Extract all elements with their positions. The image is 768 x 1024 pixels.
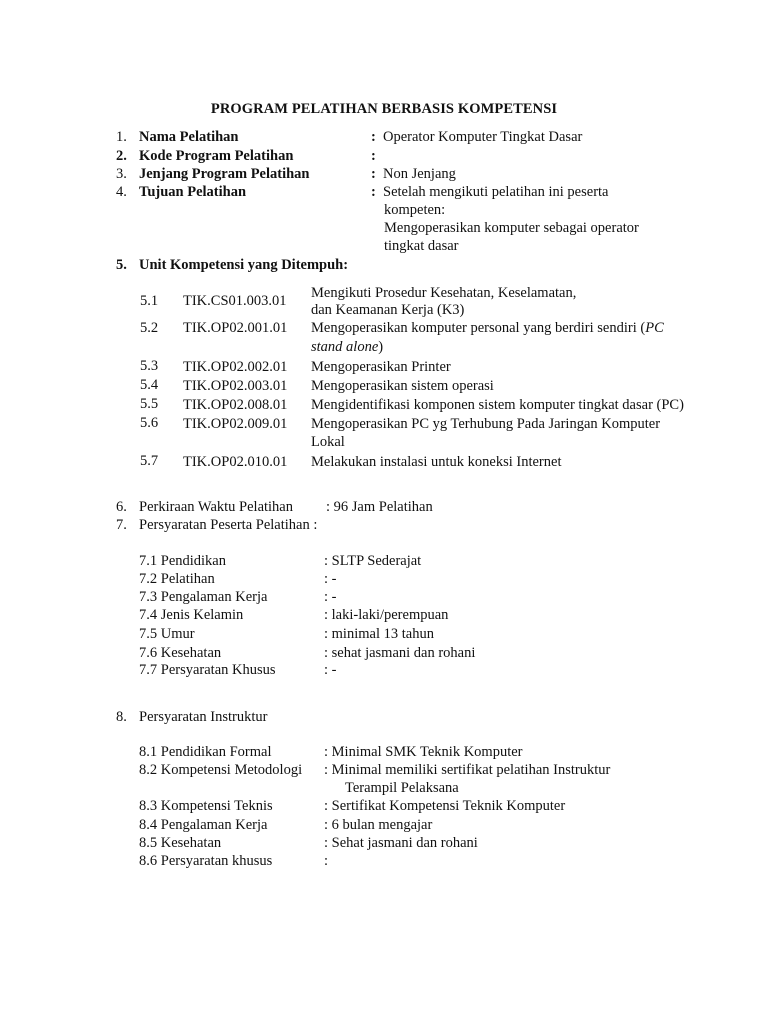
field-value: Non Jenjang: [383, 166, 456, 182]
unit-code: TIK.OP02.010.01: [183, 454, 288, 470]
page-title: PROGRAM PELATIHAN BERBASIS KOMPETENSI: [210, 101, 558, 117]
requirement-label: 7.5 Umur: [139, 626, 195, 642]
requirement-label: 8.5 Kesehatan: [139, 835, 222, 851]
item-number: 5.: [116, 257, 127, 273]
unit-description: Mengidentifikasi komponen sistem komputer tingkat dasar (PC): [311, 397, 684, 413]
item-number: 3.: [116, 166, 127, 182]
section-heading: Persyaratan Peserta Pelatihan :: [139, 517, 318, 533]
requirement-label: 7.4 Jenis Kelamin: [139, 607, 244, 623]
requirement-label: 8.4 Pengalaman Kerja: [139, 817, 268, 833]
unit-code: TIK.OP02.009.01: [183, 416, 288, 432]
requirement-label: 7.2 Pelatihan: [139, 571, 215, 587]
unit-code: TIK.OP02.008.01: [183, 397, 288, 413]
requirement-label: 8.3 Kompetensi Teknis: [139, 798, 273, 814]
unit-number: 5.5: [140, 396, 159, 412]
requirement-label: 8.1 Pendidikan Formal: [139, 744, 272, 760]
field-value-continuation: kompeten:: [384, 202, 446, 218]
requirement-value: : minimal 13 tahun: [324, 626, 434, 642]
unit-description-italic: PC: [645, 320, 664, 336]
requirement-value: : -: [324, 662, 337, 678]
requirement-label: 7.6 Kesehatan: [139, 645, 222, 661]
requirement-label: 8.6 Persyaratan khusus: [139, 853, 273, 869]
item-number: 2.: [116, 148, 127, 164]
field-label: Perkiraan Waktu Pelatihan: [139, 499, 293, 515]
requirement-value: : Sertifikat Kompetensi Teknik Komputer: [324, 798, 566, 814]
field-colon: :: [371, 129, 376, 145]
requirement-value: : laki-laki/perempuan: [324, 607, 449, 623]
unit-code: TIK.OP02.003.01: [183, 378, 288, 394]
item-number: 4.: [116, 184, 127, 200]
unit-description-text: Mengoperasikan komputer personal yang berdiri sendiri (: [311, 320, 646, 336]
item-number: 8.: [116, 709, 127, 725]
unit-number: 5.2: [140, 320, 159, 336]
section-heading: Unit Kompetensi yang Ditempuh:: [139, 257, 349, 273]
item-number: 6.: [116, 499, 127, 515]
requirement-value: : sehat jasmani dan rohani: [324, 645, 476, 661]
unit-number: 5.3: [140, 358, 159, 374]
unit-description: [311, 339, 383, 356]
unit-code: TIK.CS01.003.01: [183, 293, 287, 309]
requirement-value: :: [324, 853, 329, 869]
field-label: Kode Program Pelatihan: [139, 148, 294, 164]
requirement-label: 7.7 Persyaratan Khusus: [139, 662, 276, 678]
requirement-label: 7.3 Pengalaman Kerja: [139, 589, 268, 605]
field-label: Jenjang Program Pelatihan: [139, 166, 310, 182]
unit-description-text: ): [378, 339, 384, 355]
unit-number: 5.7: [140, 453, 159, 469]
field-value-continuation: tingkat dasar: [384, 238, 459, 254]
requirement-value: : -: [324, 589, 337, 605]
field-value: Setelah mengikuti pelatihan ini peserta: [383, 184, 609, 200]
requirement-value: : Sehat jasmani dan rohani: [324, 835, 478, 851]
field-colon: :: [371, 166, 376, 182]
requirement-value-continuation: Terampil Pelaksana: [345, 780, 459, 796]
field-value: Operator Komputer Tingkat Dasar: [383, 129, 583, 145]
requirement-value: : 6 bulan mengajar: [324, 817, 433, 833]
requirement-label: 7.1 Pendidikan: [139, 553, 226, 569]
requirement-value: : Minimal SMK Teknik Komputer: [324, 744, 523, 760]
field-colon: :: [371, 148, 376, 164]
unit-description: Lokal: [311, 434, 345, 450]
unit-description: Mengikuti Prosedur Kesehatan, Keselamatan,: [311, 285, 577, 301]
requirement-value: : Minimal memiliki sertifikat pelatihan Instruktur: [324, 762, 611, 778]
requirement-label: 8.2 Kompetensi Metodologi: [139, 762, 303, 778]
field-label: Tujuan Pelatihan: [139, 184, 247, 200]
item-number: 1.: [116, 129, 127, 145]
unit-description: [311, 320, 664, 337]
unit-description: Melakukan instalasi untuk koneksi Internet: [311, 454, 562, 470]
unit-number: 5.1: [140, 293, 159, 309]
field-value: : 96 Jam Pelatihan: [326, 499, 433, 515]
requirement-value: : -: [324, 571, 337, 587]
unit-description-italic: stand alone: [311, 339, 379, 355]
field-colon: :: [371, 184, 376, 200]
requirement-value: : SLTP Sederajat: [324, 553, 422, 569]
field-value-continuation: Mengoperasikan komputer sebagai operator: [384, 220, 639, 236]
item-number: 7.: [116, 517, 127, 533]
unit-description: Mengoperasikan Printer: [311, 359, 451, 375]
unit-description: Mengoperasikan sistem operasi: [311, 378, 494, 394]
unit-number: 5.4: [140, 377, 159, 393]
section-heading: Persyaratan Instruktur: [139, 709, 268, 725]
field-label: Nama Pelatihan: [139, 129, 239, 145]
unit-code: TIK.OP02.002.01: [183, 359, 288, 375]
unit-description: dan Keamanan Kerja (K3): [311, 302, 465, 318]
unit-description: Mengoperasikan PC yg Terhubung Pada Jaringan Komputer: [311, 416, 661, 432]
unit-code: TIK.OP02.001.01: [183, 320, 288, 336]
unit-number: 5.6: [140, 415, 159, 431]
